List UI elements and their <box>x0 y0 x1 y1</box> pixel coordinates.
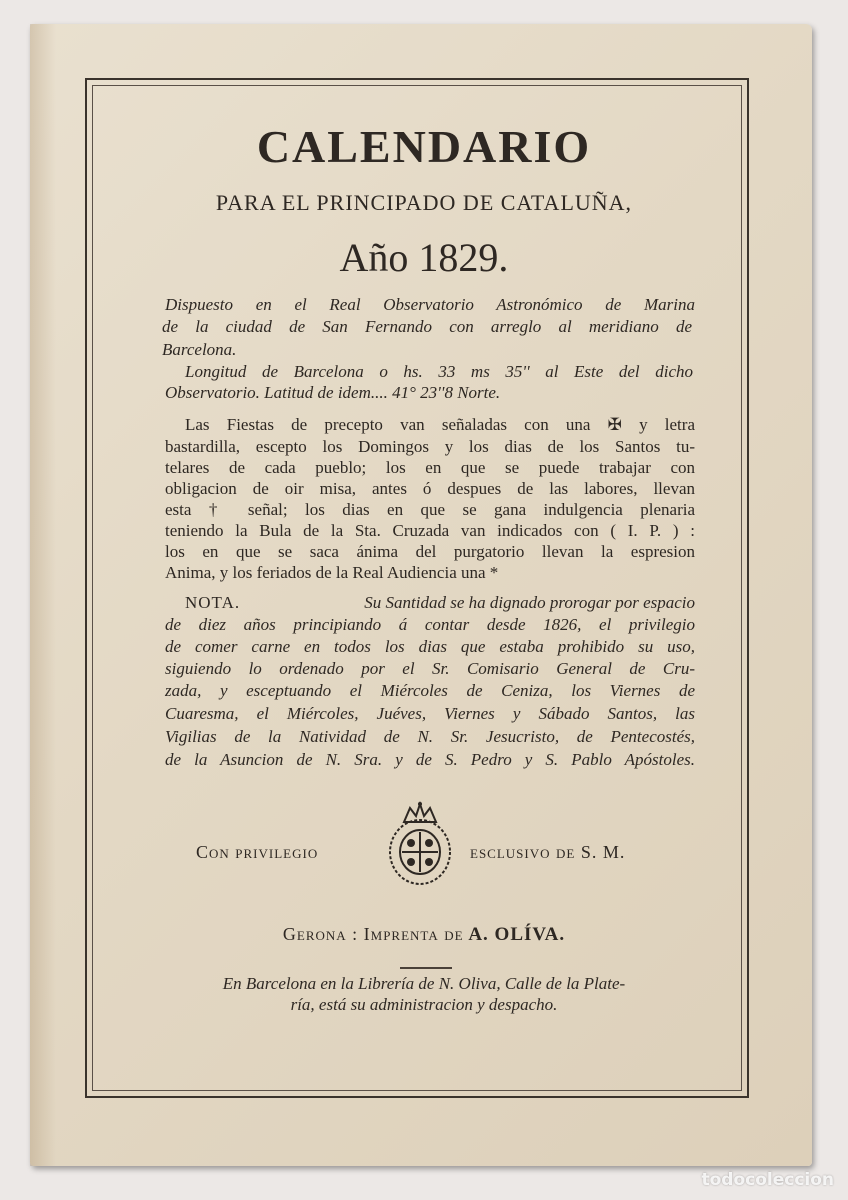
fiestas-line: los en que se saca ánima del purgatorio llevan la espresion <box>165 542 695 561</box>
ornamental-rule <box>400 967 452 969</box>
intro-line: Barcelona. <box>162 340 237 359</box>
intro-line: Longitud de Barcelona o hs. 33 ms 35'' al Este del dicho <box>185 362 693 381</box>
printer-place: Gerona : Imprenta de <box>282 924 464 944</box>
nota-line: Vigilias de la Natividad de N. Sr. Jesucristo, de Pentecostés, <box>165 727 695 746</box>
nota-line: Cuaresma, el Miércoles, Juéves, Viernes y Sábado Santos, las <box>165 704 695 723</box>
nota-line: siguiendo lo ordenado por el Sr. Comisario General de Cru- <box>165 659 695 678</box>
printer-name: A. OLÍVA. <box>468 924 566 945</box>
intro-line: de la ciudad de San Fernando con arreglo al meridiano de <box>162 317 692 336</box>
nota-line: zada, y esceptuando el Miércoles de Ceniza, los Viernes de <box>165 681 695 700</box>
intro-line: Observatorio. Latitud de idem.... 41° 23''8 Norte. <box>165 383 501 402</box>
privilege-left: Con privilegio <box>196 842 319 862</box>
document-year: Año 1829. <box>339 235 509 280</box>
fiestas-line: esta † señal; los dias en que se gana indulgencia plenaria <box>165 500 695 519</box>
fiestas-line: telares de cada pueblo; los en que se puede trabajar con <box>165 458 695 477</box>
footer-line: En Barcelona en la Librería de N. Oliva, Calle de la Plate- <box>222 974 626 993</box>
nota-label: NOTA. <box>185 593 241 612</box>
nota-line: de comer carne en todos los dias que estaba prohibido su uso, <box>165 637 695 656</box>
nota-text: Su Santidad se ha dignado prorogar por espacio <box>364 593 695 612</box>
royal-seal-icon <box>380 800 460 888</box>
nota-line: de la Asuncion de N. Sra. y de S. Pedro y S. Pablo Apóstoles. <box>165 750 695 769</box>
fiestas-line: teniendo la Bula de la Sta. Cruzada van indicados con ( I. P. ) : <box>165 521 695 540</box>
fiestas-line: Las Fiestas de precepto van señaladas con una ✠ y letra <box>185 415 695 434</box>
watermark: todocoleccion <box>701 1170 834 1190</box>
document-title: CALENDARIO <box>256 121 592 172</box>
nota-first-line <box>185 592 695 613</box>
fiestas-line: bastardilla, escepto los Domingos y los dias de los Santos tu- <box>165 437 695 456</box>
fiestas-line: obligacion de oir misa, antes ó despues de las labores, llevan <box>165 479 695 498</box>
printer-line <box>0 924 848 946</box>
document-subtitle: PARA EL PRINCIPADO DE CATALUÑA, <box>215 190 633 215</box>
fiestas-line: Anima, y los feriados de la Real Audiencia una * <box>165 563 499 582</box>
privilege-right: esclusivo de S. M. <box>470 842 626 862</box>
nota-line: de diez años principiando á contar desde 1826, el privilegio <box>165 615 695 634</box>
footer-line: ría, está su administracion y despacho. <box>290 995 558 1014</box>
intro-line: Dispuesto en el Real Observatorio Astronómico de Marina <box>165 295 695 314</box>
